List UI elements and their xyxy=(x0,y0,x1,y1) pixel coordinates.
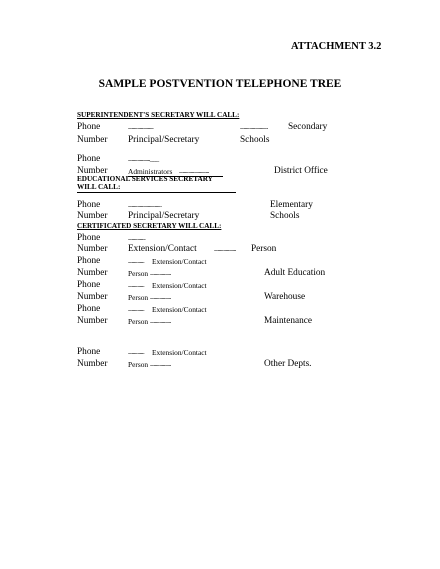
extension-label: Extension/Contact xyxy=(152,348,207,357)
phone-dots: ...................___ xyxy=(128,155,159,163)
department-label: Warehouse xyxy=(264,292,306,302)
phone-dots: .............. xyxy=(128,305,145,313)
heading-rule xyxy=(77,192,236,193)
phone-label: Phone xyxy=(77,122,101,132)
person-dots: ................... xyxy=(214,245,236,253)
contact-role: Extension/Contact xyxy=(128,244,197,254)
number-label: Number xyxy=(77,359,108,369)
number-label: Number xyxy=(77,244,108,254)
person-label: Person xyxy=(128,360,149,369)
phone-label: Phone xyxy=(77,347,101,357)
phone-label: Phone xyxy=(77,200,101,210)
educational-services-heading: WILL CALL: xyxy=(77,183,121,191)
phone-label: Phone xyxy=(77,304,101,314)
phone-dots: ...................... xyxy=(128,123,154,131)
department-label: Other Depts. xyxy=(264,359,312,369)
certificated-heading: CERTIFICATED SECRETARY WILL CALL: xyxy=(77,222,222,230)
phone-dots: ............... xyxy=(128,234,146,242)
department-label: Adult Education xyxy=(264,268,326,278)
phone-label: Phone xyxy=(77,256,101,266)
contact-role: Principal/Secretary xyxy=(128,135,200,145)
department-label: Schools xyxy=(240,135,270,145)
educational-services-heading: EDUCATIONAL SERVICES SECRETARY xyxy=(77,175,213,183)
extension-label: Extension/Contact xyxy=(152,305,207,314)
phone-label: Phone xyxy=(77,280,101,290)
phone-dots: .............. xyxy=(128,281,145,289)
extension-label: Extension/Contact xyxy=(152,257,207,266)
department-label: Secondary xyxy=(288,122,328,132)
person-label: Person xyxy=(251,244,277,254)
department-label: District Office xyxy=(274,166,328,176)
number-label: Number xyxy=(77,316,108,326)
phone-dots: ............................. xyxy=(128,201,162,209)
person-label: Person xyxy=(128,317,149,326)
phone-label: Phone xyxy=(77,233,101,243)
page-title: SAMPLE POSTVENTION TELEPHONE TREE xyxy=(98,78,342,90)
person-label: Person xyxy=(128,293,149,302)
number-label: Number xyxy=(77,292,108,302)
phone-label: Phone xyxy=(77,154,101,164)
department-label: Maintenance xyxy=(264,316,313,326)
person-label: Person xyxy=(128,269,149,278)
phone-dots: ........................ xyxy=(240,123,268,131)
attachment-label: ATTACHMENT 3.2 xyxy=(291,41,382,52)
person-dots: .................. xyxy=(150,293,171,301)
contact-role: Principal/Secretary xyxy=(128,211,200,221)
phone-dots: .............. xyxy=(128,257,145,265)
number-label: Number xyxy=(77,135,108,145)
contact-role: Administrators xyxy=(128,167,173,176)
department-label: Schools xyxy=(270,211,300,221)
person-dots: .................. xyxy=(150,269,171,277)
number-label: Number xyxy=(77,166,108,176)
number-label: Number xyxy=(77,268,108,278)
contact-dots: .......................... xyxy=(179,167,209,175)
extension-label: Extension/Contact xyxy=(152,281,207,290)
department-label: Elementary xyxy=(270,200,313,210)
superintendent-heading: SUPERINTENDENT'S SECRETARY WILL CALL: xyxy=(77,111,240,119)
number-label: Number xyxy=(77,211,108,221)
phone-dots: .............. xyxy=(128,348,145,356)
person-dots: .................. xyxy=(150,317,171,325)
person-dots: .................. xyxy=(150,360,171,368)
